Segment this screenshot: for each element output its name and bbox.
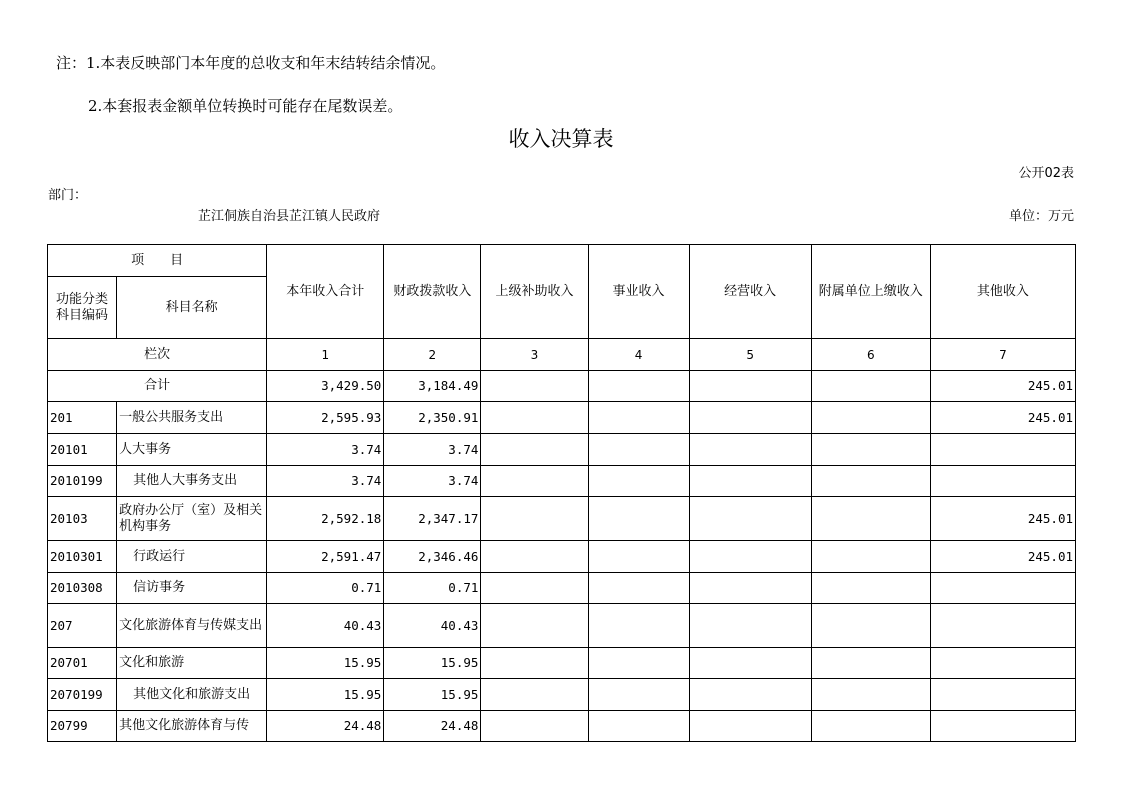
row-name: 政府办公厅（室）及相关机构事务 (117, 497, 267, 541)
row-value-4 (588, 679, 689, 711)
row-code: 201 (48, 402, 117, 434)
row-value-1: 15.95 (267, 648, 384, 679)
row-value-1: 2,595.93 (267, 402, 384, 434)
col-number-2: 2 (384, 339, 481, 371)
row-value-7: 245.01 (930, 541, 1075, 573)
row-value-1: 2,592.18 (267, 497, 384, 541)
row-name: 文化和旅游 (117, 648, 267, 679)
row-value-3 (481, 541, 588, 573)
total-row (48, 371, 1076, 402)
header-col-3: 上级补助收入 (481, 245, 588, 339)
table-row (48, 402, 1076, 434)
row-code: 20701 (48, 648, 117, 679)
row-value-2: 2,350.91 (384, 402, 481, 434)
row-value-3 (481, 466, 588, 497)
row-value-5 (689, 466, 811, 497)
row-value-2: 2,347.17 (384, 497, 481, 541)
header-col-6: 附属单位上缴收入 (811, 245, 930, 339)
header-col-4: 事业收入 (588, 245, 689, 339)
header-name-col: 科目名称 (117, 277, 267, 339)
row-value-3 (481, 604, 588, 648)
department-label: 部门： (48, 188, 88, 203)
row-value-5 (689, 711, 811, 742)
total-label: 合计 (48, 371, 267, 402)
col-index-label: 栏次 (48, 339, 267, 371)
header-code-col: 功能分类科目编码 (48, 277, 117, 339)
table-row (48, 541, 1076, 573)
row-code: 2010308 (48, 573, 117, 604)
row-value-4 (588, 648, 689, 679)
row-value-7 (930, 711, 1075, 742)
row-value-1: 40.43 (267, 604, 384, 648)
row-value-6 (811, 541, 930, 573)
row-value-4 (588, 466, 689, 497)
row-value-2: 2,346.46 (384, 541, 481, 573)
col-number-5: 5 (689, 339, 811, 371)
row-value-5 (689, 434, 811, 466)
row-value-1: 3.74 (267, 434, 384, 466)
row-value-1: 24.48 (267, 711, 384, 742)
row-value-3 (481, 711, 588, 742)
total-value-3 (481, 371, 588, 402)
row-value-6 (811, 679, 930, 711)
col-number-3: 3 (481, 339, 588, 371)
row-value-6 (811, 402, 930, 434)
row-value-5 (689, 604, 811, 648)
col-number-1: 1 (267, 339, 384, 371)
table-row (48, 711, 1076, 742)
row-value-2: 15.95 (384, 648, 481, 679)
income-table (47, 244, 1076, 742)
row-value-7 (930, 648, 1075, 679)
row-value-6 (811, 466, 930, 497)
table-row (48, 679, 1076, 711)
total-value-2: 3,184.49 (384, 371, 481, 402)
table-row (48, 466, 1076, 497)
row-value-7 (930, 434, 1075, 466)
row-value-5 (689, 679, 811, 711)
row-value-1: 15.95 (267, 679, 384, 711)
col-number-4: 4 (588, 339, 689, 371)
row-name: 人大事务 (117, 434, 267, 466)
row-code: 207 (48, 604, 117, 648)
total-value-1: 3,429.50 (267, 371, 384, 402)
table-row (48, 648, 1076, 679)
row-value-5 (689, 402, 811, 434)
row-name: 其他人大事务支出 (117, 466, 267, 497)
row-value-7 (930, 679, 1075, 711)
row-value-3 (481, 648, 588, 679)
header-col-1: 本年收入合计 (267, 245, 384, 339)
row-code: 20101 (48, 434, 117, 466)
table-row (48, 497, 1076, 541)
row-value-6 (811, 648, 930, 679)
total-value-6 (811, 371, 930, 402)
row-value-1: 3.74 (267, 466, 384, 497)
total-value-7: 245.01 (930, 371, 1075, 402)
row-value-2: 3.74 (384, 434, 481, 466)
row-name: 一般公共服务支出 (117, 402, 267, 434)
row-value-7 (930, 466, 1075, 497)
row-value-3 (481, 573, 588, 604)
col-number-6: 6 (811, 339, 930, 371)
header-col-5: 经营收入 (689, 245, 811, 339)
row-value-2: 40.43 (384, 604, 481, 648)
row-value-6 (811, 711, 930, 742)
row-value-7: 245.01 (930, 497, 1075, 541)
table-row (48, 434, 1076, 466)
row-name: 其他文化和旅游支出 (117, 679, 267, 711)
header-col-7: 其他收入 (930, 245, 1075, 339)
row-name: 其他文化旅游体育与传 (117, 711, 267, 742)
row-value-5 (689, 497, 811, 541)
row-value-4 (588, 604, 689, 648)
row-value-4 (588, 573, 689, 604)
row-value-5 (689, 573, 811, 604)
row-value-5 (689, 648, 811, 679)
row-value-4 (588, 402, 689, 434)
col-number-7: 7 (930, 339, 1075, 371)
table-code: 公开02表 (1018, 166, 1074, 181)
table-row (48, 604, 1076, 648)
row-value-7 (930, 604, 1075, 648)
row-value-4 (588, 434, 689, 466)
note-line-1: 注：1.本表反映部门本年度的总收支和年末结转结余情况。 (56, 54, 446, 72)
row-code: 2010301 (48, 541, 117, 573)
row-value-6 (811, 604, 930, 648)
row-value-4 (588, 497, 689, 541)
row-name: 信访事务 (117, 573, 267, 604)
row-value-6 (811, 573, 930, 604)
page-title: 收入决算表 (508, 127, 614, 151)
note-line-2: 2.本套报表金额单位转换时可能存在尾数误差。 (88, 97, 403, 115)
total-value-5 (689, 371, 811, 402)
row-value-4 (588, 711, 689, 742)
row-value-2: 0.71 (384, 573, 481, 604)
row-value-2: 15.95 (384, 679, 481, 711)
row-value-1: 2,591.47 (267, 541, 384, 573)
header-col-2: 财政拨款收入 (384, 245, 481, 339)
header-item: 项 目 (48, 245, 267, 277)
row-name: 行政运行 (117, 541, 267, 573)
unit-label: 单位：万元 (1008, 209, 1074, 224)
row-code: 20103 (48, 497, 117, 541)
row-value-3 (481, 434, 588, 466)
row-value-4 (588, 541, 689, 573)
row-value-3 (481, 679, 588, 711)
row-value-3 (481, 497, 588, 541)
row-value-5 (689, 541, 811, 573)
row-code: 2010199 (48, 466, 117, 497)
row-value-6 (811, 434, 930, 466)
row-code: 2070199 (48, 679, 117, 711)
row-code: 20799 (48, 711, 117, 742)
row-value-2: 3.74 (384, 466, 481, 497)
table-row (48, 573, 1076, 604)
row-value-2: 24.48 (384, 711, 481, 742)
department-name: 芷江侗族自治县芷江镇人民政府 (198, 209, 381, 224)
row-value-3 (481, 402, 588, 434)
row-value-1: 0.71 (267, 573, 384, 604)
row-name: 文化旅游体育与传媒支出 (117, 604, 267, 648)
total-value-4 (588, 371, 689, 402)
row-value-7 (930, 573, 1075, 604)
row-value-6 (811, 497, 930, 541)
row-value-7: 245.01 (930, 402, 1075, 434)
